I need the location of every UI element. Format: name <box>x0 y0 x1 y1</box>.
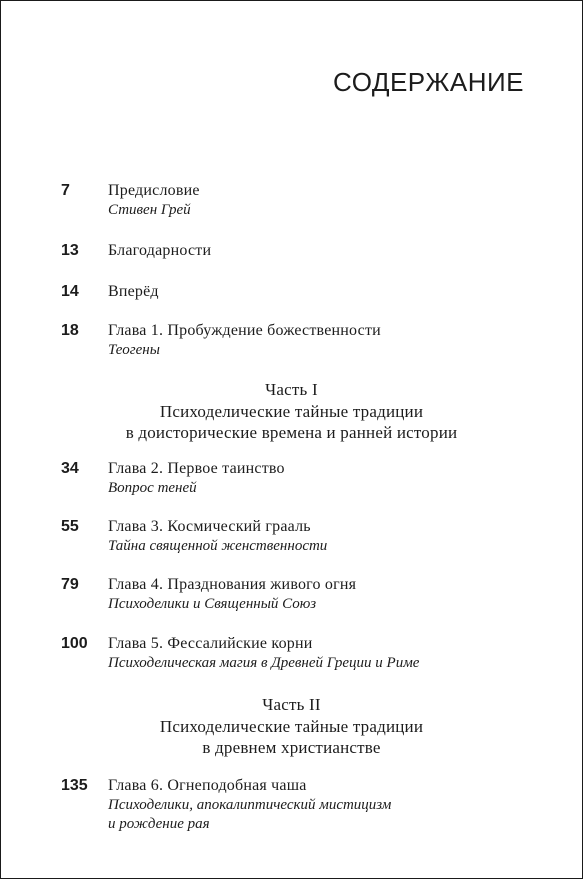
toc-entry-title: Глава 2. Первое таинство <box>108 460 285 477</box>
toc-entry-page: 7 <box>61 182 70 199</box>
toc-entry-title: Глава 5. Фессалийские корни <box>108 635 313 652</box>
toc-entry-text <box>108 181 562 220</box>
part-heading <box>1 694 582 759</box>
toc-entry-subtitle: и рождение рая <box>108 816 210 832</box>
toc-entry-title: Благодарности <box>108 242 212 259</box>
toc-entry-page: 55 <box>61 518 79 535</box>
toc-entry-page: 135 <box>61 777 88 794</box>
toc-entry-page: 100 <box>61 635 88 652</box>
part-title-line: Психоделические тайные традиции <box>159 401 424 421</box>
part-label: Часть I <box>265 380 318 399</box>
toc-entry-subtitle: Вопрос теней <box>108 480 197 496</box>
toc-entry-page: 13 <box>61 242 79 259</box>
toc-entry-subtitle: Психоделическая магия в Древней Греции и Риме <box>108 655 420 671</box>
part-label: Часть II <box>262 695 321 714</box>
toc-entry-text <box>108 575 562 614</box>
toc-entry-title: Глава 3. Космический грааль <box>108 518 311 535</box>
toc-entry-text <box>108 517 562 556</box>
part-title-line: Психоделические тайные традиции <box>159 716 424 736</box>
toc-entry-text <box>108 634 562 673</box>
toc-entry-subtitle: Психоделики и Священный Союз <box>108 596 317 612</box>
toc-entry-text <box>108 321 562 360</box>
part-title-line: в доисторические времена и ранней истории <box>125 423 458 442</box>
toc-entry-text <box>108 282 562 302</box>
toc-entry-title: Глава 4. Празднования живого огня <box>108 576 357 593</box>
toc-entry-page: 18 <box>61 322 79 339</box>
part-title-line: в древнем христианстве <box>202 738 381 757</box>
toc-entry-title: Глава 1. Пробуждение божественности <box>108 322 381 339</box>
part-heading <box>1 379 582 444</box>
toc-entry-subtitle: Психоделики, апокалиптический мистицизм <box>108 797 392 813</box>
toc-entry-text <box>108 776 562 834</box>
toc-entry-text <box>108 241 562 261</box>
toc-entry-subtitle: Тайна священной женственности <box>108 538 328 554</box>
toc-title: СОДЕРЖАНИЕ <box>332 67 524 97</box>
toc-entry-title: Предисловие <box>108 182 200 199</box>
toc-entry-page: 79 <box>61 576 79 593</box>
toc-entry-page: 34 <box>61 460 79 477</box>
toc-entry-title: Глава 6. Огнеподобная чаша <box>108 777 307 794</box>
toc-entry-text <box>108 459 562 498</box>
toc-entry-subtitle: Стивен Грей <box>108 202 191 218</box>
toc-entry-page: 14 <box>61 283 79 300</box>
toc-entry-title: Вперёд <box>108 283 159 300</box>
toc-entry-subtitle: Теогены <box>108 342 160 358</box>
